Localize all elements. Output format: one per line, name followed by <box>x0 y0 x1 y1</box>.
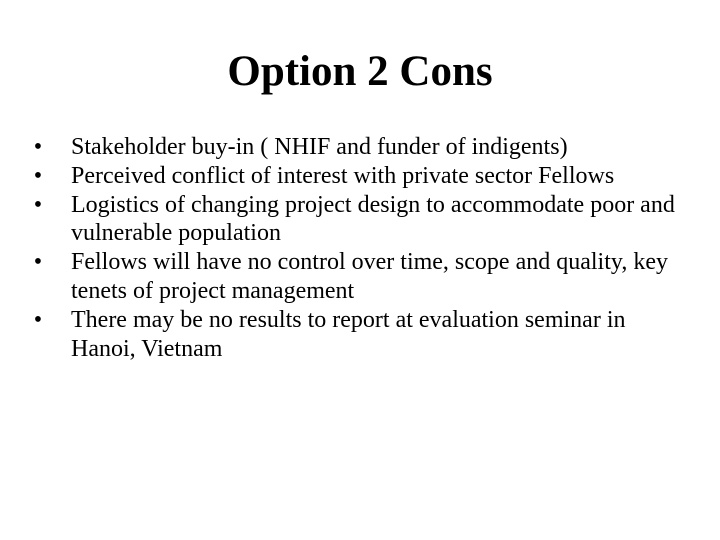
bullet-item <box>28 162 678 191</box>
bullet-item <box>28 306 678 364</box>
bullet-item <box>28 191 678 249</box>
bullet-icon: • <box>33 134 43 160</box>
bullet-icon: • <box>33 162 43 189</box>
bullet-item <box>28 248 678 306</box>
bullet-text: Perceived conflict of interest with private sector Fellows <box>71 162 615 189</box>
bullet-text: Fellows will have no control over time, scope and quality, key tenets of project management <box>71 249 668 304</box>
bullet-icon: • <box>33 249 43 276</box>
bullet-text: Logistics of changing project design to accommodate poor and vulnerable population <box>71 191 675 247</box>
bullet-icon: • <box>33 306 43 333</box>
bullet-icon: • <box>33 191 43 218</box>
bullet-list <box>28 133 678 363</box>
bullet-text: There may be no results to report at evaluation seminar in Hanoi, Vietnam <box>71 306 626 362</box>
bullet-text: Stakeholder buy-in ( NHIF and funder of indigents) <box>71 134 568 160</box>
bullet-item <box>28 133 678 162</box>
slide-title: Option 2 Cons <box>227 48 493 95</box>
